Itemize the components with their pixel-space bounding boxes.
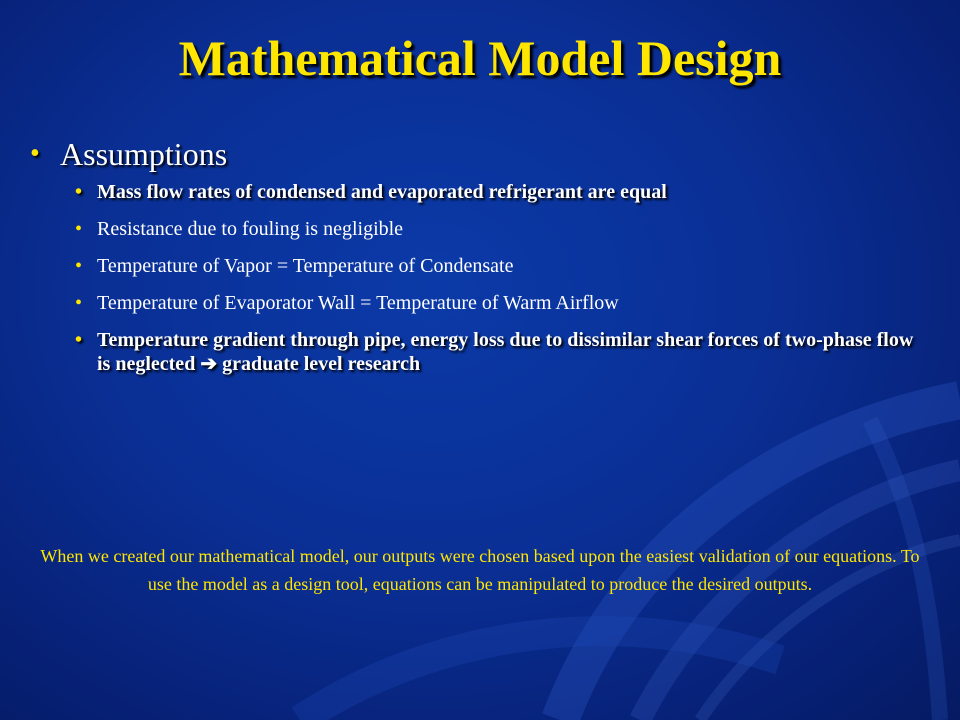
assumptions-heading-item xyxy=(30,134,930,174)
list-item-text: Mass flow rates of condensed and evaporated refrigerant are equal xyxy=(97,181,667,203)
list-item-text: Temperature of Evaporator Wall = Temperature of Warm Airflow xyxy=(97,292,619,314)
bullet-icon: • xyxy=(30,138,40,169)
list-item xyxy=(75,328,930,376)
assumptions-heading: Assumptions xyxy=(60,136,228,172)
bullet-icon: • xyxy=(75,329,83,351)
bullet-icon: • xyxy=(75,255,83,277)
bullet-icon: • xyxy=(75,218,83,240)
slide-title: Mathematical Model Design xyxy=(178,30,782,86)
list-item xyxy=(75,254,930,278)
bullet-icon: • xyxy=(75,181,83,203)
list-item-text: Resistance due to fouling is negligible xyxy=(97,218,404,240)
bullet-icon: • xyxy=(75,292,83,314)
list-item-text: Temperature of Vapor = Temperature of Condensate xyxy=(97,255,514,277)
list-item xyxy=(75,291,930,315)
list-item xyxy=(75,217,930,241)
list-item xyxy=(75,180,930,204)
footnote-text: When we created our mathematical model, our outputs were chosen based upon the easiest validation of our equations. To use the model as a design tool, equations can be manipulated to produce the desired outputs. xyxy=(40,546,920,594)
bullet-list xyxy=(30,134,930,389)
right-arrow-icon: ➔ xyxy=(200,353,218,375)
list-item-text-after-arrow: graduate level research xyxy=(217,353,421,375)
list-item-text-before-arrow: Temperature gradient through pipe, energy loss due to dissimilar shear forces of two-phase flow is neglected xyxy=(97,329,914,375)
